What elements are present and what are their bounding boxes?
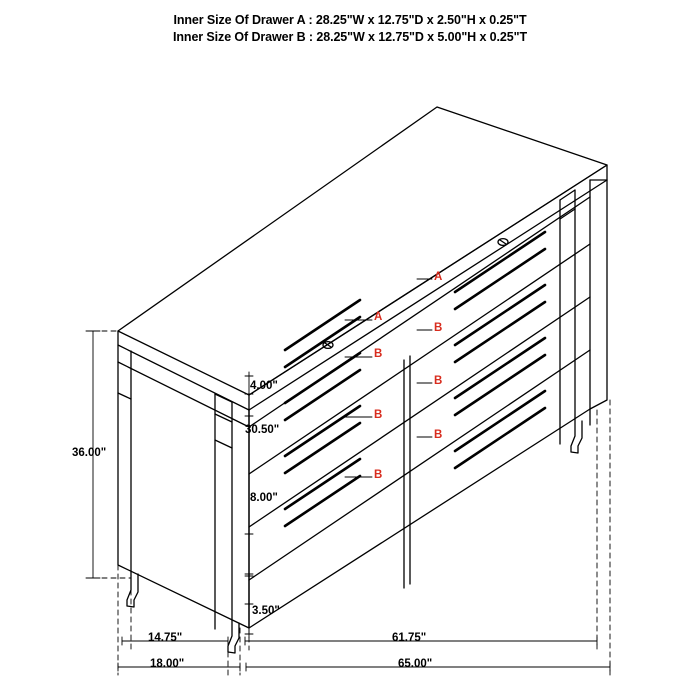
dim-height-total: 36.00" [72,447,107,459]
dresser-top-surface [118,107,607,410]
dim-top-to-first-drawer: 4.00" [250,380,278,392]
marker-b-right-3: B [434,429,443,441]
marker-b-left-2: B [374,409,383,421]
legs [127,409,590,653]
marker-b-right-2: B [434,375,443,387]
dim-side-depth-outer: 18.00" [150,658,185,670]
dim-leg-height: 3.50" [252,605,280,617]
dim-side-depth-inner: 14.75" [148,632,183,644]
drawer-a-size-text: Inner Size Of Drawer A : 28.25"W x 12.75"D x 2.50"H x 0.25"T [173,13,527,27]
drawer-pulls-left [285,300,360,526]
dim-drawer-stack-height: 30.50" [245,424,280,436]
dim-bottom-drawer-height: 8.00" [250,492,278,504]
marker-a-left: A [374,311,383,323]
corner-posts [118,190,575,620]
drawer-b-size-text: Inner Size Of Drawer B : 28.25"W x 12.75"D x 5.00"H x 0.25"T [173,30,527,44]
marker-a-right: A [434,271,443,283]
marker-b-right-1: B [434,322,443,334]
drawer-fronts [249,244,590,588]
dimension-lines [86,331,610,675]
marker-b-left-3: B [374,469,383,481]
dresser-case [118,180,607,628]
dim-front-width-outer: 65.00" [398,658,433,670]
marker-leaders [345,279,432,477]
dim-front-width-inner: 61.75" [392,632,427,644]
marker-b-left-1: B [374,348,383,360]
